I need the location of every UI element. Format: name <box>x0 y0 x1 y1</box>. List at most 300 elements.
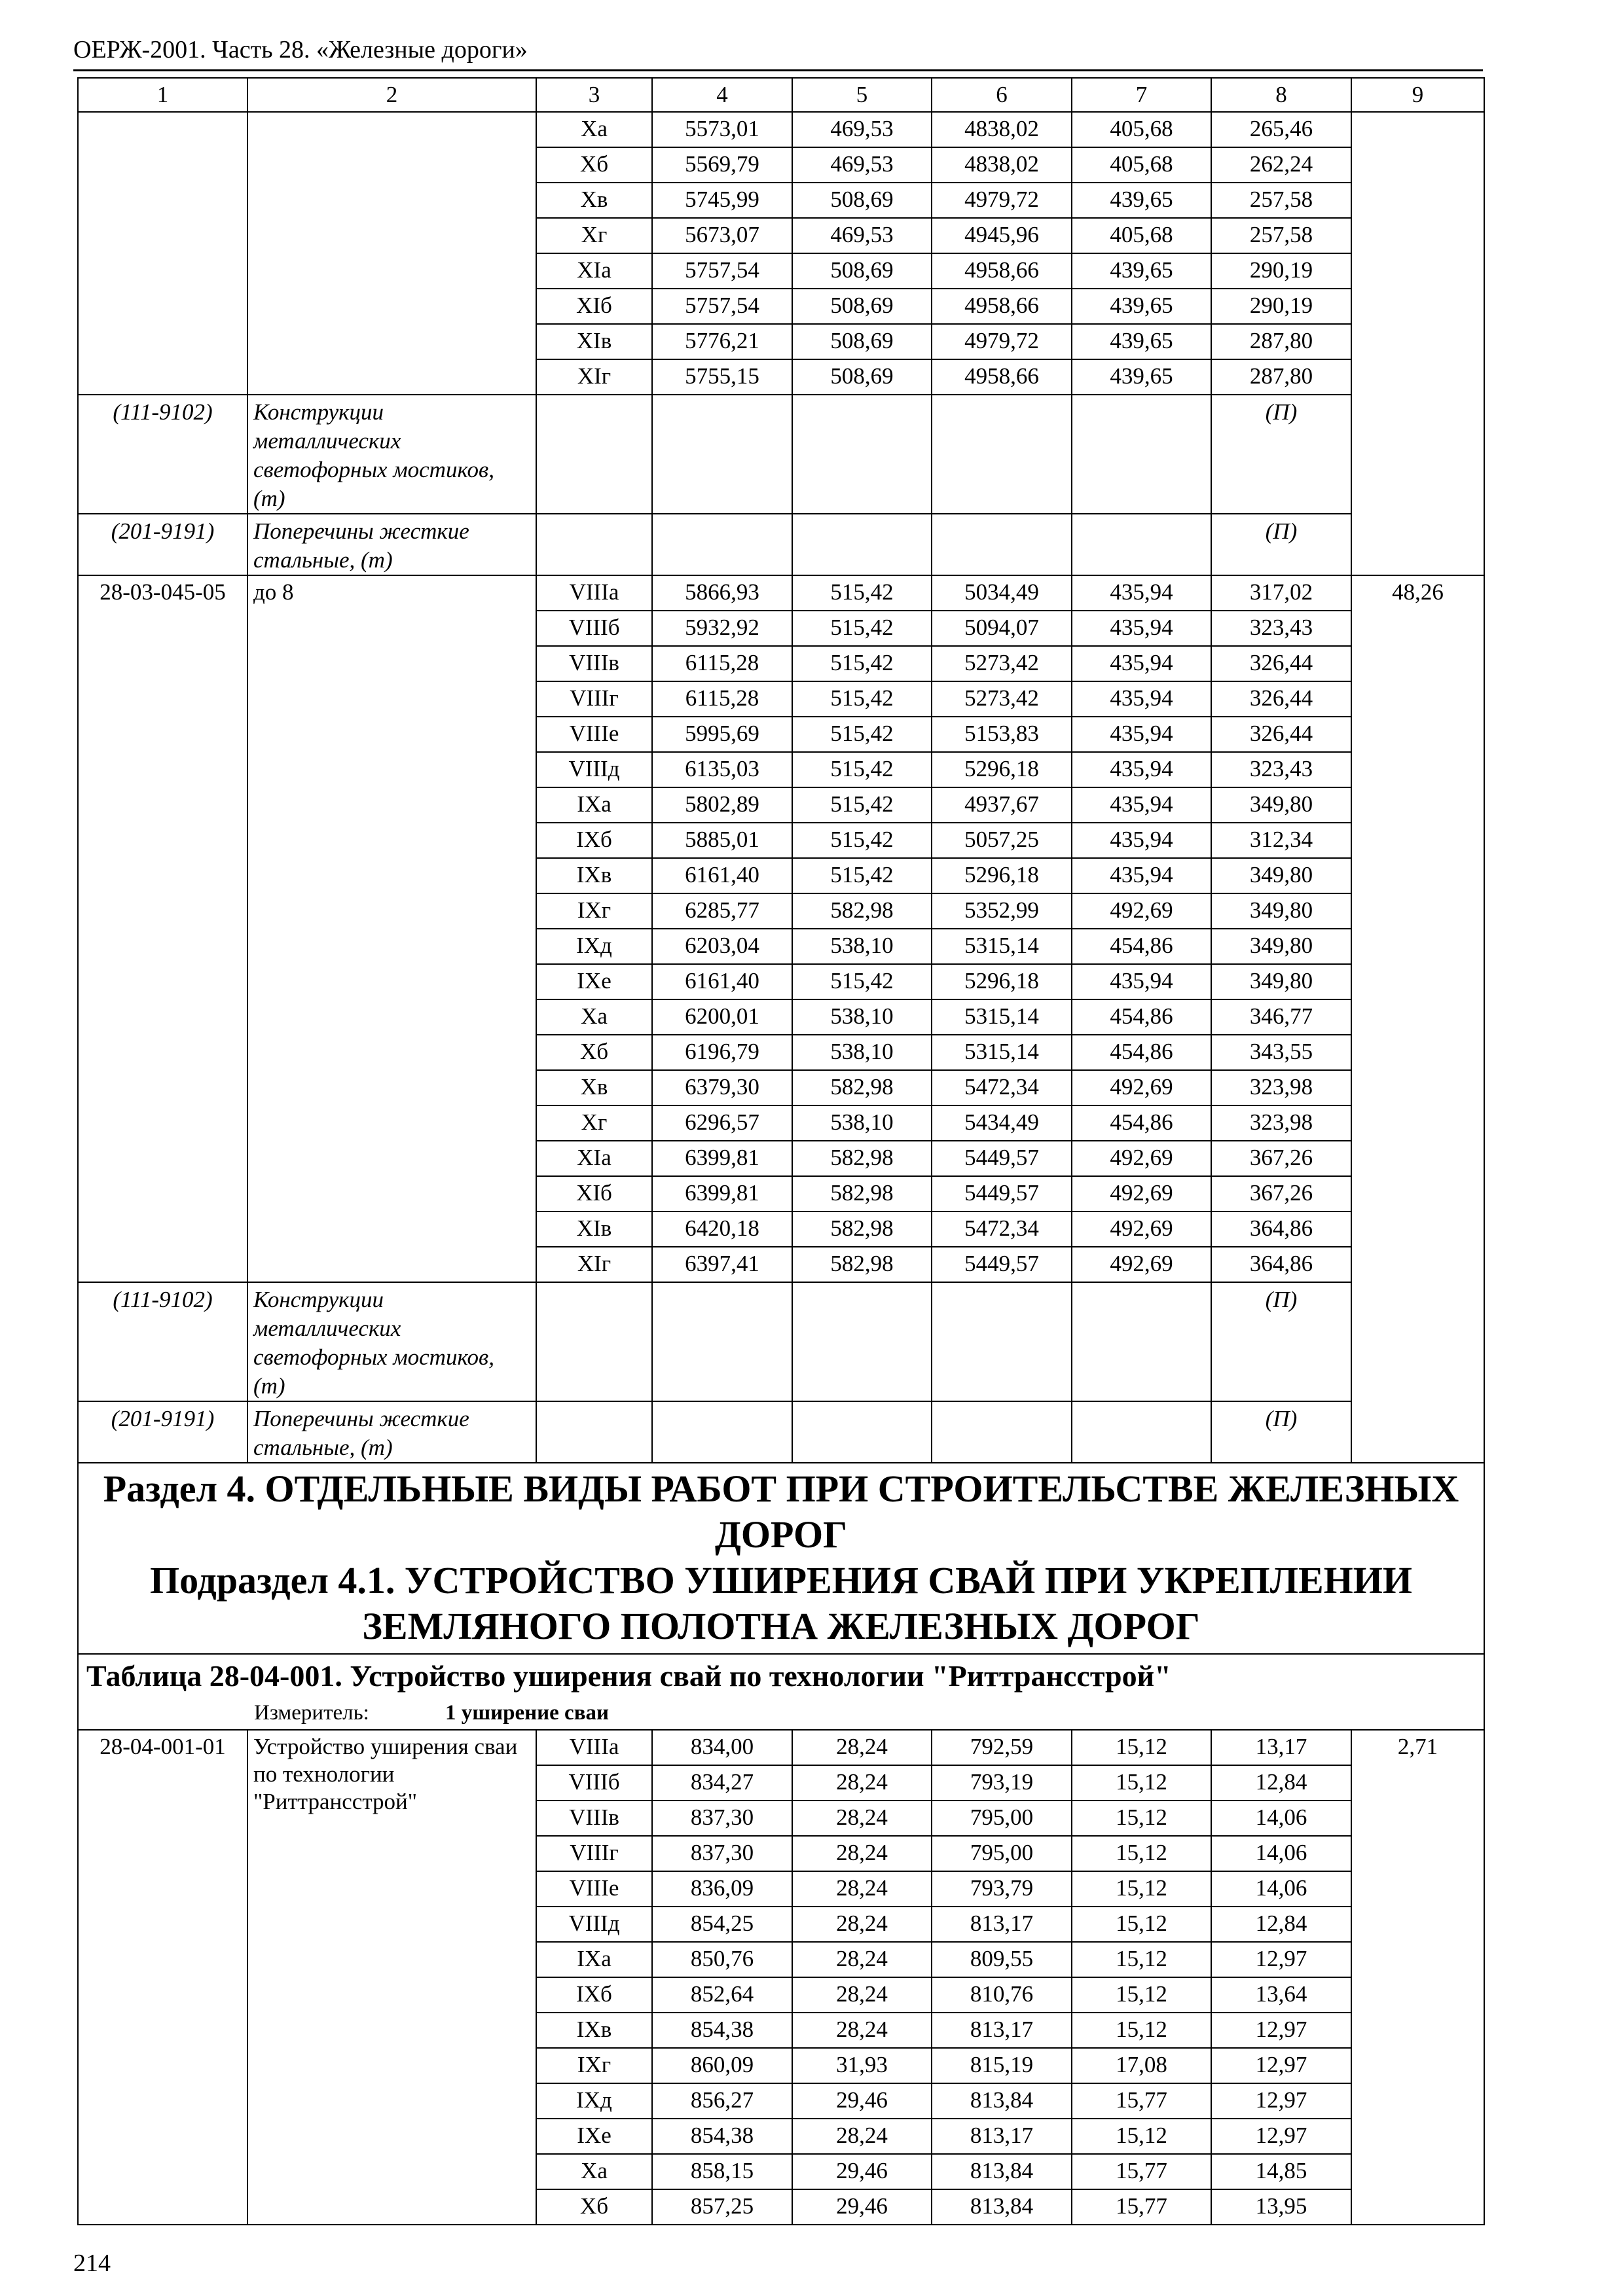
zone-cell: IXб <box>536 1977 652 2013</box>
driver-wages-cell: 435,94 <box>1072 681 1211 717</box>
total-cost-cell: 860,09 <box>652 2048 792 2083</box>
total-cost-cell: 6135,03 <box>652 752 792 787</box>
empty-cell <box>652 395 792 514</box>
driver-wages-cell: 454,86 <box>1072 1035 1211 1070</box>
empty-cell <box>932 395 1072 514</box>
driver-wages-cell: 15,12 <box>1072 1801 1211 1836</box>
zone-cell: Xа <box>536 2154 652 2189</box>
unit-cell <box>78 1698 1484 1730</box>
zone-cell: VIIIе <box>536 717 652 752</box>
machines-cell: 793,19 <box>932 1765 1072 1801</box>
resource-mark: (П) <box>1211 395 1351 514</box>
materials-cell: 12,97 <box>1211 2119 1351 2154</box>
empty-cell <box>792 1282 932 1401</box>
zone-cell: Xг <box>536 1105 652 1141</box>
zone-cell: Xв <box>536 1070 652 1105</box>
total-cost-cell: 6379,30 <box>652 1070 792 1105</box>
column-number: 8 <box>1211 78 1351 112</box>
wages-cell: 29,46 <box>792 2083 932 2119</box>
total-cost-cell: 6397,41 <box>652 1247 792 1282</box>
empty-cell <box>536 514 652 575</box>
empty-cell <box>792 395 932 514</box>
machines-cell: 5315,14 <box>932 999 1072 1035</box>
rate-code-cell: 28-03-045-05 <box>78 575 247 1282</box>
machines-cell: 5315,14 <box>932 1035 1072 1070</box>
total-cost-cell: 5776,21 <box>652 324 792 359</box>
wages-cell: 508,69 <box>792 359 932 395</box>
rate-code-cell: 28-04-001-01 <box>78 1730 247 2225</box>
column-number: 5 <box>792 78 932 112</box>
driver-wages-cell: 435,94 <box>1072 823 1211 858</box>
wages-cell: 515,42 <box>792 575 932 611</box>
materials-cell: 14,06 <box>1211 1801 1351 1836</box>
machines-cell: 4958,66 <box>932 253 1072 289</box>
table-row <box>78 1730 1484 1765</box>
zone-cell: Xв <box>536 183 652 218</box>
empty-cell <box>536 395 652 514</box>
resource-name: Поперечины жесткие стальные, (т) <box>247 1401 536 1463</box>
machines-cell: 5315,14 <box>932 929 1072 964</box>
materials-cell: 13,64 <box>1211 1977 1351 2013</box>
materials-cell: 14,06 <box>1211 1836 1351 1871</box>
driver-wages-cell: 435,94 <box>1072 787 1211 823</box>
wages-cell: 508,69 <box>792 183 932 218</box>
empty-cell <box>652 1401 792 1463</box>
wages-cell: 582,98 <box>792 1247 932 1282</box>
total-cost-cell: 5802,89 <box>652 787 792 823</box>
materials-cell: 262,24 <box>1211 147 1351 183</box>
total-cost-cell: 6420,18 <box>652 1211 792 1247</box>
machines-cell: 5352,99 <box>932 893 1072 929</box>
driver-wages-cell: 15,77 <box>1072 2154 1211 2189</box>
wages-cell: 29,46 <box>792 2154 932 2189</box>
zone-cell: VIIIд <box>536 752 652 787</box>
materials-cell: 312,34 <box>1211 823 1351 858</box>
driver-wages-cell: 492,69 <box>1072 893 1211 929</box>
zone-cell: IXв <box>536 2013 652 2048</box>
zone-cell: VIIIг <box>536 681 652 717</box>
wages-cell: 582,98 <box>792 1176 932 1211</box>
wages-cell: 515,42 <box>792 752 932 787</box>
zone-cell: Xб <box>536 1035 652 1070</box>
materials-cell: 12,97 <box>1211 2048 1351 2083</box>
resource-name: Поперечины жесткие стальные, (т) <box>247 514 536 575</box>
driver-wages-cell: 439,65 <box>1072 324 1211 359</box>
machines-cell: 795,00 <box>932 1836 1072 1871</box>
driver-wages-cell: 435,94 <box>1072 611 1211 646</box>
materials-cell: 12,97 <box>1211 2013 1351 2048</box>
wages-cell: 582,98 <box>792 1141 932 1176</box>
driver-wages-cell: 15,77 <box>1072 2189 1211 2225</box>
wages-cell: 515,42 <box>792 823 932 858</box>
zone-cell: VIIIд <box>536 1907 652 1942</box>
driver-wages-cell: 15,12 <box>1072 1871 1211 1907</box>
wages-cell: 538,10 <box>792 929 932 964</box>
driver-wages-cell: 492,69 <box>1072 1211 1211 1247</box>
wages-cell: 29,46 <box>792 2189 932 2225</box>
document-header: ОЕРЖ-2001. Часть 28. «Железные дороги» <box>73 36 528 63</box>
materials-cell: 343,55 <box>1211 1035 1351 1070</box>
driver-wages-cell: 405,68 <box>1072 112 1211 147</box>
wages-cell: 515,42 <box>792 858 932 893</box>
wages-cell: 515,42 <box>792 681 932 717</box>
total-cost-cell: 6200,01 <box>652 999 792 1035</box>
machines-cell: 813,17 <box>932 2013 1072 2048</box>
wages-cell: 515,42 <box>792 611 932 646</box>
column-number: 2 <box>247 78 536 112</box>
wages-cell: 469,53 <box>792 112 932 147</box>
machines-cell: 5434,49 <box>932 1105 1072 1141</box>
driver-wages-cell: 15,12 <box>1072 1836 1211 1871</box>
wages-cell: 28,24 <box>792 1977 932 2013</box>
materials-cell: 287,80 <box>1211 324 1351 359</box>
wages-cell: 28,24 <box>792 1801 932 1836</box>
total-cost-cell: 858,15 <box>652 2154 792 2189</box>
machines-cell: 4838,02 <box>932 112 1072 147</box>
total-cost-cell: 6115,28 <box>652 681 792 717</box>
machines-cell: 5153,83 <box>932 717 1072 752</box>
materials-cell: 12,84 <box>1211 1907 1351 1942</box>
column-number: 3 <box>536 78 652 112</box>
total-cost-cell: 6161,40 <box>652 964 792 999</box>
empty-cell <box>932 1401 1072 1463</box>
wages-cell: 28,24 <box>792 1765 932 1801</box>
wages-cell: 508,69 <box>792 253 932 289</box>
table-row <box>78 112 1484 147</box>
rate-name-cell: Устройство уширения сваи по технологии "Риттрансстрой" <box>247 1730 536 2225</box>
driver-wages-cell: 15,12 <box>1072 2013 1211 2048</box>
zone-cell: IXд <box>536 929 652 964</box>
machines-cell: 4945,96 <box>932 218 1072 253</box>
zone-cell: Xб <box>536 147 652 183</box>
unit-label: Измеритель: <box>254 1701 369 1725</box>
section-title-cell <box>78 1463 1484 1654</box>
column-number-row <box>78 78 1484 112</box>
wages-cell: 28,24 <box>792 2013 932 2048</box>
zone-cell: Xг <box>536 218 652 253</box>
driver-wages-cell: 439,65 <box>1072 359 1211 395</box>
driver-wages-cell: 15,12 <box>1072 1730 1211 1765</box>
zone-cell: IXе <box>536 964 652 999</box>
total-cost-cell: 836,09 <box>652 1871 792 1907</box>
materials-cell: 323,98 <box>1211 1070 1351 1105</box>
empty-cell <box>652 514 792 575</box>
zone-cell: XIб <box>536 289 652 324</box>
materials-cell: 12,97 <box>1211 2083 1351 2119</box>
wages-cell: 538,10 <box>792 1035 932 1070</box>
machines-cell: 810,76 <box>932 1977 1072 2013</box>
driver-wages-cell: 435,94 <box>1072 964 1211 999</box>
wages-cell: 28,24 <box>792 1907 932 1942</box>
machines-cell: 5472,34 <box>932 1070 1072 1105</box>
materials-cell: 323,98 <box>1211 1105 1351 1141</box>
table-row <box>78 575 1484 611</box>
materials-cell: 13,17 <box>1211 1730 1351 1765</box>
machines-cell: 5094,07 <box>932 611 1072 646</box>
materials-cell: 364,86 <box>1211 1247 1351 1282</box>
materials-cell: 349,80 <box>1211 929 1351 964</box>
machines-cell: 4958,66 <box>932 289 1072 324</box>
materials-cell: 13,95 <box>1211 2189 1351 2225</box>
column-number: 4 <box>652 78 792 112</box>
driver-wages-cell: 405,68 <box>1072 218 1211 253</box>
materials-cell: 12,97 <box>1211 1942 1351 1977</box>
machines-cell: 5472,34 <box>932 1211 1072 1247</box>
zone-cell: XIг <box>536 1247 652 1282</box>
machines-cell: 813,17 <box>932 1907 1072 1942</box>
machines-cell: 5273,42 <box>932 646 1072 681</box>
wages-cell: 28,24 <box>792 2119 932 2154</box>
zone-cell: VIIIа <box>536 1730 652 1765</box>
total-cost-cell: 5995,69 <box>652 717 792 752</box>
machines-cell: 5273,42 <box>932 681 1072 717</box>
zone-cell: XIа <box>536 253 652 289</box>
total-cost-cell: 834,00 <box>652 1730 792 1765</box>
rate-name-cell <box>247 112 536 395</box>
total-cost-cell: 5757,54 <box>652 253 792 289</box>
resource-code: (111-9102) <box>78 1282 247 1401</box>
materials-cell: 367,26 <box>1211 1141 1351 1176</box>
zone-cell: Xа <box>536 112 652 147</box>
machines-cell: 4937,67 <box>932 787 1072 823</box>
resource-mark: (П) <box>1211 1401 1351 1463</box>
machines-cell: 792,59 <box>932 1730 1072 1765</box>
zone-cell: Xа <box>536 999 652 1035</box>
empty-cell <box>1072 1401 1211 1463</box>
total-cost-cell: 6285,77 <box>652 893 792 929</box>
empty-cell <box>536 1282 652 1401</box>
total-cost-cell: 5569,79 <box>652 147 792 183</box>
driver-wages-cell: 15,77 <box>1072 2083 1211 2119</box>
materials-cell: 349,80 <box>1211 787 1351 823</box>
wages-cell: 538,10 <box>792 1105 932 1141</box>
driver-wages-cell: 17,08 <box>1072 2048 1211 2083</box>
unit-value: 1 уширение сваи <box>445 1701 610 1725</box>
machines-cell: 4838,02 <box>932 147 1072 183</box>
driver-wages-cell: 435,94 <box>1072 858 1211 893</box>
materials-cell: 326,44 <box>1211 646 1351 681</box>
empty-cell <box>932 1282 1072 1401</box>
driver-wages-cell: 454,86 <box>1072 1105 1211 1141</box>
resource-code: (201-9191) <box>78 1401 247 1463</box>
zone-cell: VIIIг <box>536 1836 652 1871</box>
driver-wages-cell: 405,68 <box>1072 147 1211 183</box>
wages-cell: 28,24 <box>792 1836 932 1871</box>
unit-row <box>78 1698 1484 1730</box>
machines-cell: 795,00 <box>932 1801 1072 1836</box>
total-cost-cell: 856,27 <box>652 2083 792 2119</box>
materials-cell: 14,85 <box>1211 2154 1351 2189</box>
resource-row <box>78 514 1484 575</box>
labor-cost-cell: 48,26 <box>1351 575 1484 1463</box>
total-cost-cell: 837,30 <box>652 1836 792 1871</box>
resource-row <box>78 1401 1484 1463</box>
wages-cell: 28,24 <box>792 1730 932 1765</box>
total-cost-cell: 6399,81 <box>652 1141 792 1176</box>
materials-cell: 349,80 <box>1211 964 1351 999</box>
empty-cell <box>1072 1282 1211 1401</box>
column-number: 1 <box>78 78 247 112</box>
machines-cell: 5296,18 <box>932 858 1072 893</box>
driver-wages-cell: 492,69 <box>1072 1176 1211 1211</box>
wages-cell: 508,69 <box>792 324 932 359</box>
machines-cell: 5034,49 <box>932 575 1072 611</box>
rate-name-cell: до 8 <box>247 575 536 1282</box>
driver-wages-cell: 439,65 <box>1072 253 1211 289</box>
subsection-title: Подраздел 4.1. УСТРОЙСТВО УШИРЕНИЯ СВАЙ ПРИ УКРЕПЛЕНИИ ЗЕМЛЯНОГО ПОЛОТНА ЖЕЛЕЗНЫХ ДОРОГ <box>149 1559 1413 1647</box>
labor-cost-cell: 2,71 <box>1351 1730 1484 2225</box>
driver-wages-cell: 454,86 <box>1072 999 1211 1035</box>
total-cost-cell: 852,64 <box>652 1977 792 2013</box>
driver-wages-cell: 435,94 <box>1072 646 1211 681</box>
driver-wages-cell: 454,86 <box>1072 929 1211 964</box>
total-cost-cell: 854,38 <box>652 2013 792 2048</box>
resource-name: Конструкции металлических светофорных мостиков, (т) <box>247 395 536 514</box>
zone-cell: XIб <box>536 1176 652 1211</box>
driver-wages-cell: 15,12 <box>1072 1942 1211 1977</box>
zone-cell: XIв <box>536 324 652 359</box>
driver-wages-cell: 492,69 <box>1072 1247 1211 1282</box>
empty-cell <box>932 514 1072 575</box>
rate-code-cell <box>78 112 247 395</box>
resource-name: Конструкции металлических светофорных мостиков, (т) <box>247 1282 536 1401</box>
zone-cell: XIа <box>536 1141 652 1176</box>
machines-cell: 5296,18 <box>932 752 1072 787</box>
wages-cell: 515,42 <box>792 646 932 681</box>
machines-cell: 793,79 <box>932 1871 1072 1907</box>
zone-cell: XIв <box>536 1211 652 1247</box>
total-cost-cell: 5673,07 <box>652 218 792 253</box>
resource-code: (111-9102) <box>78 395 247 514</box>
materials-cell: 326,44 <box>1211 681 1351 717</box>
machines-cell: 809,55 <box>932 1942 1072 1977</box>
empty-cell <box>652 1282 792 1401</box>
machines-cell: 4958,66 <box>932 359 1072 395</box>
resource-mark: (П) <box>1211 514 1351 575</box>
total-cost-cell: 5573,01 <box>652 112 792 147</box>
resource-mark: (П) <box>1211 1282 1351 1401</box>
materials-cell: 349,80 <box>1211 893 1351 929</box>
total-cost-cell: 834,27 <box>652 1765 792 1801</box>
zone-cell: VIIIа <box>536 575 652 611</box>
zone-cell: IXг <box>536 2048 652 2083</box>
table-title: Таблица 28-04-001. Устройство уширения свай по технологии "Риттрансстрой" <box>78 1654 1484 1698</box>
total-cost-cell: 6296,57 <box>652 1105 792 1141</box>
machines-cell: 5449,57 <box>932 1141 1072 1176</box>
materials-cell: 323,43 <box>1211 752 1351 787</box>
driver-wages-cell: 15,12 <box>1072 1977 1211 2013</box>
machines-cell: 5296,18 <box>932 964 1072 999</box>
driver-wages-cell: 435,94 <box>1072 752 1211 787</box>
total-cost-cell: 6399,81 <box>652 1176 792 1211</box>
zone-cell: IXб <box>536 823 652 858</box>
zone-cell: IXа <box>536 1942 652 1977</box>
zone-cell: VIIIб <box>536 611 652 646</box>
labor-cost-cell <box>1351 112 1484 575</box>
zone-cell: IXе <box>536 2119 652 2154</box>
resource-row <box>78 1282 1484 1401</box>
rates-table <box>77 77 1485 2225</box>
total-cost-cell: 5885,01 <box>652 823 792 858</box>
header-rule <box>73 69 1483 71</box>
column-number: 6 <box>932 78 1072 112</box>
wages-cell: 28,24 <box>792 1871 932 1907</box>
wages-cell: 538,10 <box>792 999 932 1035</box>
empty-cell <box>1072 395 1211 514</box>
machines-cell: 5057,25 <box>932 823 1072 858</box>
wages-cell: 469,53 <box>792 147 932 183</box>
driver-wages-cell: 492,69 <box>1072 1070 1211 1105</box>
materials-cell: 346,77 <box>1211 999 1351 1035</box>
machines-cell: 815,19 <box>932 2048 1072 2083</box>
total-cost-cell: 6161,40 <box>652 858 792 893</box>
total-cost-cell: 6203,04 <box>652 929 792 964</box>
driver-wages-cell: 15,12 <box>1072 1907 1211 1942</box>
wages-cell: 515,42 <box>792 787 932 823</box>
wages-cell: 31,93 <box>792 2048 932 2083</box>
total-cost-cell: 6196,79 <box>652 1035 792 1070</box>
zone-cell: IXд <box>536 2083 652 2119</box>
machines-cell: 4979,72 <box>932 183 1072 218</box>
machines-cell: 5449,57 <box>932 1176 1072 1211</box>
machines-cell: 813,84 <box>932 2154 1072 2189</box>
machines-cell: 813,84 <box>932 2189 1072 2225</box>
driver-wages-cell: 439,65 <box>1072 183 1211 218</box>
materials-cell: 367,26 <box>1211 1176 1351 1211</box>
total-cost-cell: 837,30 <box>652 1801 792 1836</box>
page-number: 214 <box>73 2250 111 2277</box>
machines-cell: 5449,57 <box>932 1247 1072 1282</box>
empty-cell <box>536 1401 652 1463</box>
zone-cell: VIIIб <box>536 1765 652 1801</box>
materials-cell: 287,80 <box>1211 359 1351 395</box>
zone-cell: VIIIв <box>536 646 652 681</box>
zone-cell: IXа <box>536 787 652 823</box>
resource-code: (201-9191) <box>78 514 247 575</box>
materials-cell: 290,19 <box>1211 289 1351 324</box>
empty-cell <box>1072 514 1211 575</box>
driver-wages-cell: 15,12 <box>1072 1765 1211 1801</box>
wages-cell: 515,42 <box>792 964 932 999</box>
driver-wages-cell: 15,12 <box>1072 2119 1211 2154</box>
zone-cell: IXг <box>536 893 652 929</box>
materials-cell: 290,19 <box>1211 253 1351 289</box>
total-cost-cell: 5932,92 <box>652 611 792 646</box>
total-cost-cell: 5745,99 <box>652 183 792 218</box>
wages-cell: 515,42 <box>792 717 932 752</box>
empty-cell <box>792 1401 932 1463</box>
total-cost-cell: 850,76 <box>652 1942 792 1977</box>
materials-cell: 257,58 <box>1211 183 1351 218</box>
section-title: Раздел 4. ОТДЕЛЬНЫЕ ВИДЫ РАБОТ ПРИ СТРОИТЕЛЬСТВЕ ЖЕЛЕЗНЫХ ДОРОГ <box>103 1467 1459 1556</box>
materials-cell: 317,02 <box>1211 575 1351 611</box>
materials-cell: 326,44 <box>1211 717 1351 752</box>
materials-cell: 12,84 <box>1211 1765 1351 1801</box>
total-cost-cell: 5755,15 <box>652 359 792 395</box>
zone-cell: Xб <box>536 2189 652 2225</box>
materials-cell: 14,06 <box>1211 1871 1351 1907</box>
zone-cell: VIIIв <box>536 1801 652 1836</box>
wages-cell: 508,69 <box>792 289 932 324</box>
materials-cell: 257,58 <box>1211 218 1351 253</box>
driver-wages-cell: 492,69 <box>1072 1141 1211 1176</box>
total-cost-cell: 6115,28 <box>652 646 792 681</box>
machines-cell: 4979,72 <box>932 324 1072 359</box>
materials-cell: 349,80 <box>1211 858 1351 893</box>
column-number: 7 <box>1072 78 1211 112</box>
machines-cell: 813,84 <box>932 2083 1072 2119</box>
zone-cell: VIIIе <box>536 1871 652 1907</box>
